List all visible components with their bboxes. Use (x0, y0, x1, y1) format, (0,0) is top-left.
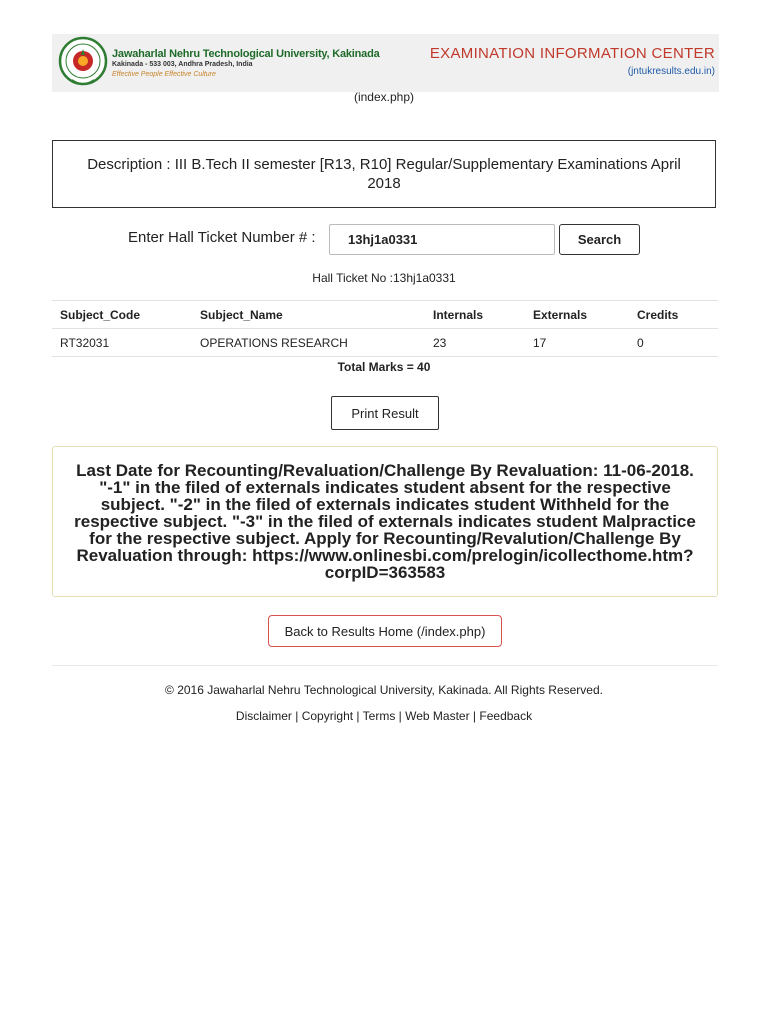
header-externals: Externals (525, 301, 629, 329)
university-seal-icon (58, 36, 108, 90)
exam-center-link[interactable]: (jntukresults.edu.in) (627, 66, 715, 77)
header-credits: Credits (629, 301, 718, 329)
footer-divider (52, 665, 718, 666)
cell-internals: 23 (425, 329, 525, 357)
table-row (52, 329, 718, 357)
hall-ticket-label: Enter Hall Ticket Number # : (128, 229, 316, 246)
exam-center-title: EXAMINATION INFORMATION CENTER (429, 45, 715, 62)
copyright-text: © 2016 Jawaharlal Nehru Technological University, Kakinada. All Rights Reserved. (165, 683, 603, 697)
footer-link-web-master[interactable]: Web Master (405, 709, 470, 723)
results-table (52, 300, 718, 357)
site-header (52, 34, 719, 92)
cell-subject-name: OPERATIONS RESEARCH (192, 329, 425, 357)
footer-link-feedback[interactable]: Feedback (479, 709, 533, 723)
revaluation-notice-text: Last Date for Recounting/Revaluation/Challenge By Revaluation: 11-06-2018. "-1" in the filed of externals indicates student absent for the respective subject. "-2" in the filed of externals indicates student Withheld for the respective subject. "-3" in the filed of externals indicates student Malpractice for the respective subject. Apply for Recounting/Revalution/Challenge By Revaluation through: https://www.onlinesbi.com/prelogin/icollecthome.htm?corpID=363583 (74, 461, 696, 582)
revaluation-notice (52, 446, 718, 597)
total-marks: Total Marks = 40 (337, 360, 431, 374)
exam-description-text: Description : III B.Tech II semester [R13, R10] Regular/Supplementary Examinations April 2018 (87, 156, 681, 192)
university-motto: Effective People Effective Culture (112, 71, 216, 78)
hall-ticket-number: Hall Ticket No :13hj1a0331 (312, 271, 456, 285)
cell-subject-code: RT32031 (52, 329, 192, 357)
footer-link-copyright[interactable]: Copyright (301, 709, 354, 723)
header-subject-name: Subject_Name (192, 301, 425, 329)
hall-ticket-input[interactable] (329, 224, 555, 255)
footer-links: Disclaimer | Copyright | Terms | Web Master | Feedback (235, 709, 533, 723)
cell-credits: 0 (629, 329, 718, 357)
cell-externals: 17 (525, 329, 629, 357)
footer-link-disclaimer[interactable]: Disclaimer (235, 709, 292, 723)
exam-description (52, 140, 716, 208)
search-button[interactable]: Search (559, 224, 640, 255)
table-header-row (52, 301, 718, 329)
print-result-button[interactable]: Print Result (331, 396, 439, 430)
footer-link-terms[interactable]: Terms (362, 709, 396, 723)
university-name: Jawaharlal Nehru Technological University, Kakinada (112, 48, 380, 60)
header-subject-code: Subject_Code (52, 301, 192, 329)
back-to-results-button[interactable]: Back to Results Home (/index.php) (268, 615, 502, 647)
index-link[interactable]: (index.php) (353, 90, 415, 104)
header-internals: Internals (425, 301, 525, 329)
university-address: Kakinada - 533 003, Andhra Pradesh, India (112, 61, 253, 68)
